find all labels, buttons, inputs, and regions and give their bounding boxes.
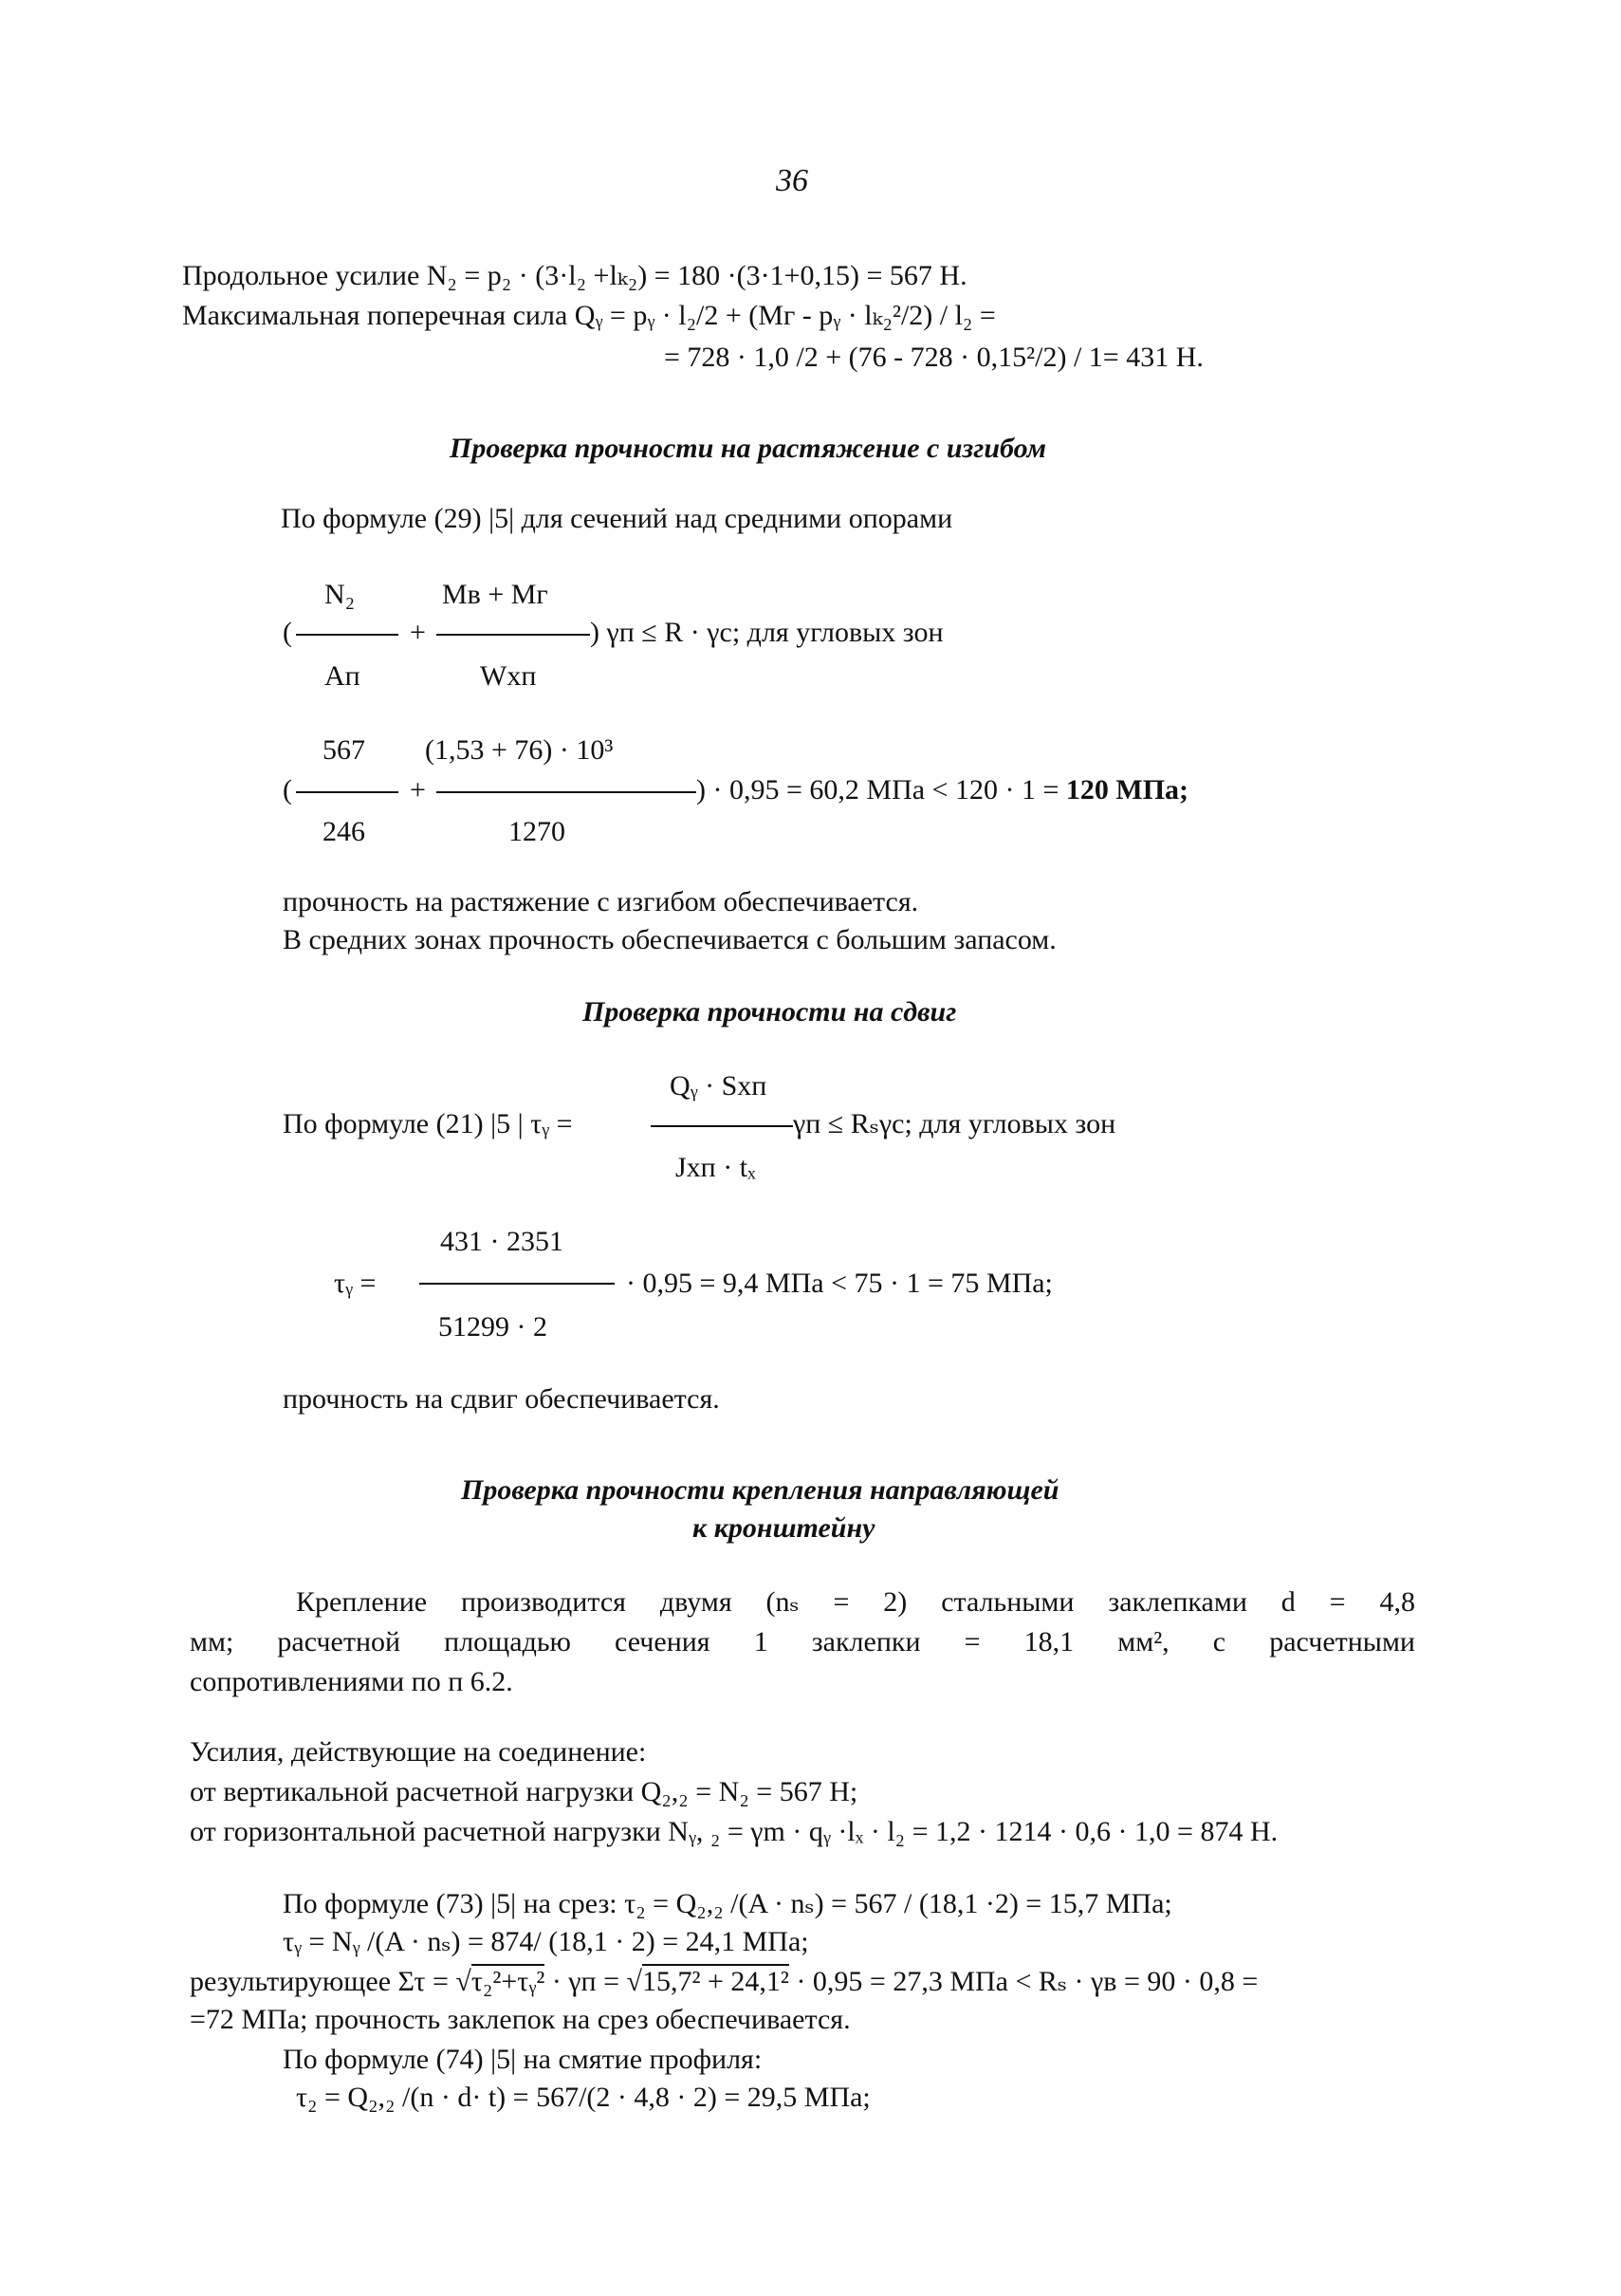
formula-result: 120 МПа;: [1065, 774, 1189, 805]
calc-text: · 0,95 = 27,3 МПа < Rₛ · γв = 90 · 0,8 =: [788, 1966, 1259, 1997]
formula-left: τᵧ =: [334, 1268, 377, 1299]
formula-left: По формуле (21) |5 | τᵧ =: [283, 1108, 573, 1139]
text-line-calc: τ₂ = Q₂,₂ /(n · d· t) = 567/(2 · 4,8 · 2) = 29,5 МПа;: [296, 2082, 871, 2113]
text-line-calc-resulting: [190, 1968, 1258, 1996]
formula-numerator: Qᵧ · Sхп: [670, 1070, 767, 1102]
text-line-max-shear-force: Максимальная поперечная сила Qᵧ = pᵧ · l₂/2 + (Mг - pᵧ · lₖ₂²/2) / l₂ =: [182, 300, 996, 331]
fraction-bar: [436, 634, 590, 636]
sqrt-sign: √: [455, 1966, 471, 1997]
text-line-forces: Усилия, действующие на соединение:: [190, 1736, 647, 1768]
formula-denominator: 246: [322, 816, 365, 847]
text-line-longitudinal-force: Продольное усилие N₂ = p₂ · (3·l₂ +lₖ₂) = 180 ·(3·1+0,15) = 567 Н.: [182, 260, 967, 291]
formula-tail: ) γп ≤ R · γc; для угловых зон: [590, 617, 944, 648]
fraction-bar: [296, 634, 398, 636]
text-line-calc: По формуле (73) |5| на срез: τ₂ = Q₂,₂ /(A · nₛ) = 567 / (18,1 ·2) = 15,7 МПа;: [283, 1888, 1172, 1919]
section-heading-fastening-2: к кронштейну: [692, 1512, 875, 1544]
formula-tail-text: ) · 0,95 = 60,2 МПа < 120 · 1 =: [696, 774, 1066, 805]
text-line-conclusion: прочность на растяжение с изгибом обеспечивается.: [283, 886, 919, 917]
page-number: 36: [776, 163, 808, 198]
sqrt-radicand: τ₂²+τᵧ²: [470, 1966, 545, 1997]
formula-tail: · 0,95 = 9,4 МПа < 75 · 1 = 75 МПа;: [626, 1268, 1053, 1299]
formula-numerator: 431 · 2351: [440, 1226, 563, 1257]
text-line-formula-29-intro: По формуле (29) |5| для сечений над средними опорами: [281, 503, 953, 534]
plus-sign: +: [410, 774, 426, 805]
section-heading-shear: Проверка прочности на сдвиг: [582, 996, 957, 1028]
formula-numerator: (1,53 + 76) · 10³: [425, 734, 614, 766]
section-heading-fastening: Проверка прочности крепления направляющей: [461, 1474, 1059, 1506]
formula-denominator: Aп: [324, 660, 360, 692]
section-heading-tension-bending: Проверка прочности на растяжение с изгибом: [450, 433, 1047, 464]
paragraph-line: сопротивлениями по п 6.2.: [190, 1666, 513, 1697]
paragraph-line: Крепление производится двумя (nₛ = 2) стальными заклепками d = 4,8: [296, 1586, 1415, 1618]
text-line-conclusion: прочность на сдвиг обеспечивается.: [283, 1383, 720, 1415]
text-line-calc: τᵧ = Nᵧ /(A · nₛ) = 874/ (18,1 · 2) = 24,1 МПа;: [283, 1926, 809, 1957]
formula-denominator: 51299 · 2: [438, 1311, 547, 1342]
formula-denominator: 1270: [508, 816, 565, 847]
fraction-bar: [436, 791, 696, 793]
formula-denominator: Jхп · tₓ: [675, 1152, 756, 1183]
fraction-bar: [651, 1125, 793, 1127]
fraction-bar: [296, 791, 398, 793]
calc-label: результирующее Στ =: [190, 1966, 456, 1997]
text-line-max-shear-force-result: = 728 · 1,0 /2 + (76 - 728 · 0,15²/2) / 1= 431 Н.: [664, 342, 1204, 373]
formula-tail: γп ≤ Rₛγc; для угловых зон: [793, 1108, 1116, 1139]
formula-numerator: Mв + Mг: [442, 579, 548, 610]
sqrt-radicand: 15,7² + 24,1²: [642, 1966, 789, 1997]
text-line-calc: =72 МПа; прочность заклепок на срез обеспечивается.: [190, 2004, 851, 2035]
text-line-calc: По формуле (74) |5| на смятие профиля:: [283, 2044, 763, 2075]
formula-bracket: (: [283, 617, 292, 648]
paragraph-line: мм; расчетной площадью сечения 1 заклепки = 18,1 мм², с расчетными: [190, 1626, 1415, 1657]
formula-bracket: (: [283, 774, 292, 805]
sqrt-sign: √: [626, 1966, 643, 1997]
text-line-conclusion: В средних зонах прочность обеспечивается с большим запасом.: [283, 924, 1057, 955]
formula-denominator: Wхп: [480, 660, 537, 692]
text-line-forces: от вертикальной расчетной нагрузки Q₂,₂ = N₂ = 567 Н;: [190, 1776, 858, 1807]
formula-tail: [696, 776, 1188, 805]
formula-numerator: 567: [322, 734, 365, 766]
formula-numerator: N₂: [324, 579, 356, 610]
text-line-forces: от горизонтальной расчетной нагрузки Nᵧ, ₂ = γm · qᵧ ·lₓ · l₂ = 1,2 · 1214 · 0,6 · 1,0 = 874 Н.: [190, 1816, 1279, 1847]
plus-sign: +: [410, 617, 426, 648]
fraction-bar: [419, 1283, 615, 1285]
calc-text: · γп =: [544, 1966, 627, 1997]
